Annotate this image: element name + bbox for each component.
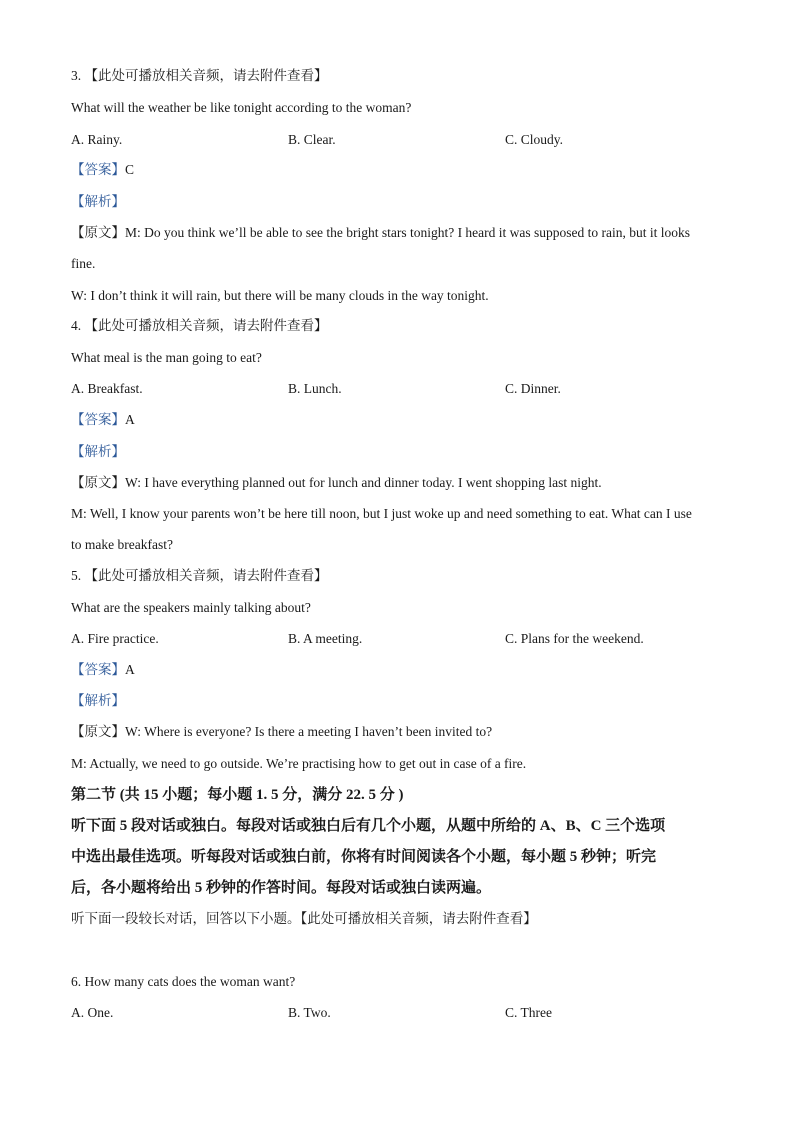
answer-label: 【答案】 [71, 162, 125, 177]
q3-header: 3. 【此处可播放相关音频，请去附件查看】 [71, 68, 328, 83]
q4-text-line2: M: Well, I know your parents won’t be here till noon, but I just woke up and need something to eat. What can I use [71, 506, 692, 521]
answer-label: 【答案】 [71, 412, 125, 427]
q5-option-c: C. Plans for the weekend. [505, 631, 644, 646]
q4-option-a: A. Breakfast. [71, 381, 143, 396]
q5-question: What are the speakers mainly talking about? [71, 600, 311, 615]
q5-text-line2: M: Actually, we need to go outside. We’re practising how to get out in case of a fire. [71, 756, 527, 771]
q6-option-a: A. One. [71, 1005, 114, 1020]
q3-analysis-label: 【解析】 [71, 194, 125, 209]
q5-option-a: A. Fire practice. [71, 631, 159, 646]
text-label: 【原文】 [71, 475, 125, 490]
section2-instructions-line2: 中选出最佳选项。听每段对话或独白前，你将有时间阅读各个小题，每小题 5 秒钟；听完 [71, 849, 657, 865]
q6-question: 6. How many cats does the woman want? [71, 974, 296, 989]
answer-value: A [125, 412, 135, 427]
text-label: 【原文】 [71, 225, 125, 240]
text-content: M: Do you think we’ll be able to see the bright stars tonight? I heard it was supposed to rain, but it looks [125, 225, 691, 240]
q4-answer [71, 412, 135, 428]
q5-text-line1 [71, 724, 492, 740]
q6-option-b: B. Two. [288, 1005, 331, 1020]
q6-option-c: C. Three [505, 1005, 552, 1020]
section2-instructions-line3: 后，各小题将给出 5 秒钟的作答时间。每段对话或独白读两遍。 [71, 880, 492, 896]
q5-option-b: B. A meeting. [288, 631, 363, 646]
text-content: W: Where is everyone? Is there a meeting I haven’t been invited to? [125, 724, 493, 739]
text-content: W: I have everything planned out for lunch and dinner today. I went shopping last night. [125, 475, 602, 490]
q4-text-line3: to make breakfast? [71, 537, 173, 552]
answer-label: 【答案】 [71, 662, 125, 677]
q3-option-c: C. Cloudy. [505, 132, 564, 147]
q3-answer [71, 162, 134, 178]
q5-answer [71, 662, 135, 678]
q3-text-line2: fine. [71, 256, 96, 271]
q3-option-b: B. Clear. [288, 132, 336, 147]
q3-question: What will the weather be like tonight according to the woman? [71, 100, 412, 115]
q4-text-line1 [71, 475, 602, 491]
answer-value: A [125, 662, 135, 677]
section2-title: 第二节 (共 15 小题；每小题 1. 5 分，满分 22. 5 分 ) [71, 787, 404, 803]
q4-analysis-label: 【解析】 [71, 444, 125, 459]
q4-header: 4. 【此处可播放相关音频，请去附件查看】 [71, 318, 328, 333]
q3-text-line1 [71, 225, 690, 241]
section2-instructions-line1: 听下面 5 段对话或独白。每段对话或独白后有几个小题，从题中所给的 A、B、C 三个选项 [71, 818, 666, 834]
text-label: 【原文】 [71, 724, 125, 739]
q3-option-a: A. Rainy. [71, 132, 123, 147]
section2-prompt: 听下面一段较长对话，回答以下小题。【此处可播放相关音频，请去附件查看】 [71, 911, 537, 926]
q5-analysis-label: 【解析】 [71, 693, 125, 708]
q4-question: What meal is the man going to eat? [71, 350, 262, 365]
q5-header: 5. 【此处可播放相关音频，请去附件查看】 [71, 568, 328, 583]
q4-option-b: B. Lunch. [288, 381, 342, 396]
q4-option-c: C. Dinner. [505, 381, 561, 396]
answer-value: C [125, 162, 135, 177]
q3-text-line3: W: I don’t think it will rain, but there will be many clouds in the way tonight. [71, 288, 489, 303]
